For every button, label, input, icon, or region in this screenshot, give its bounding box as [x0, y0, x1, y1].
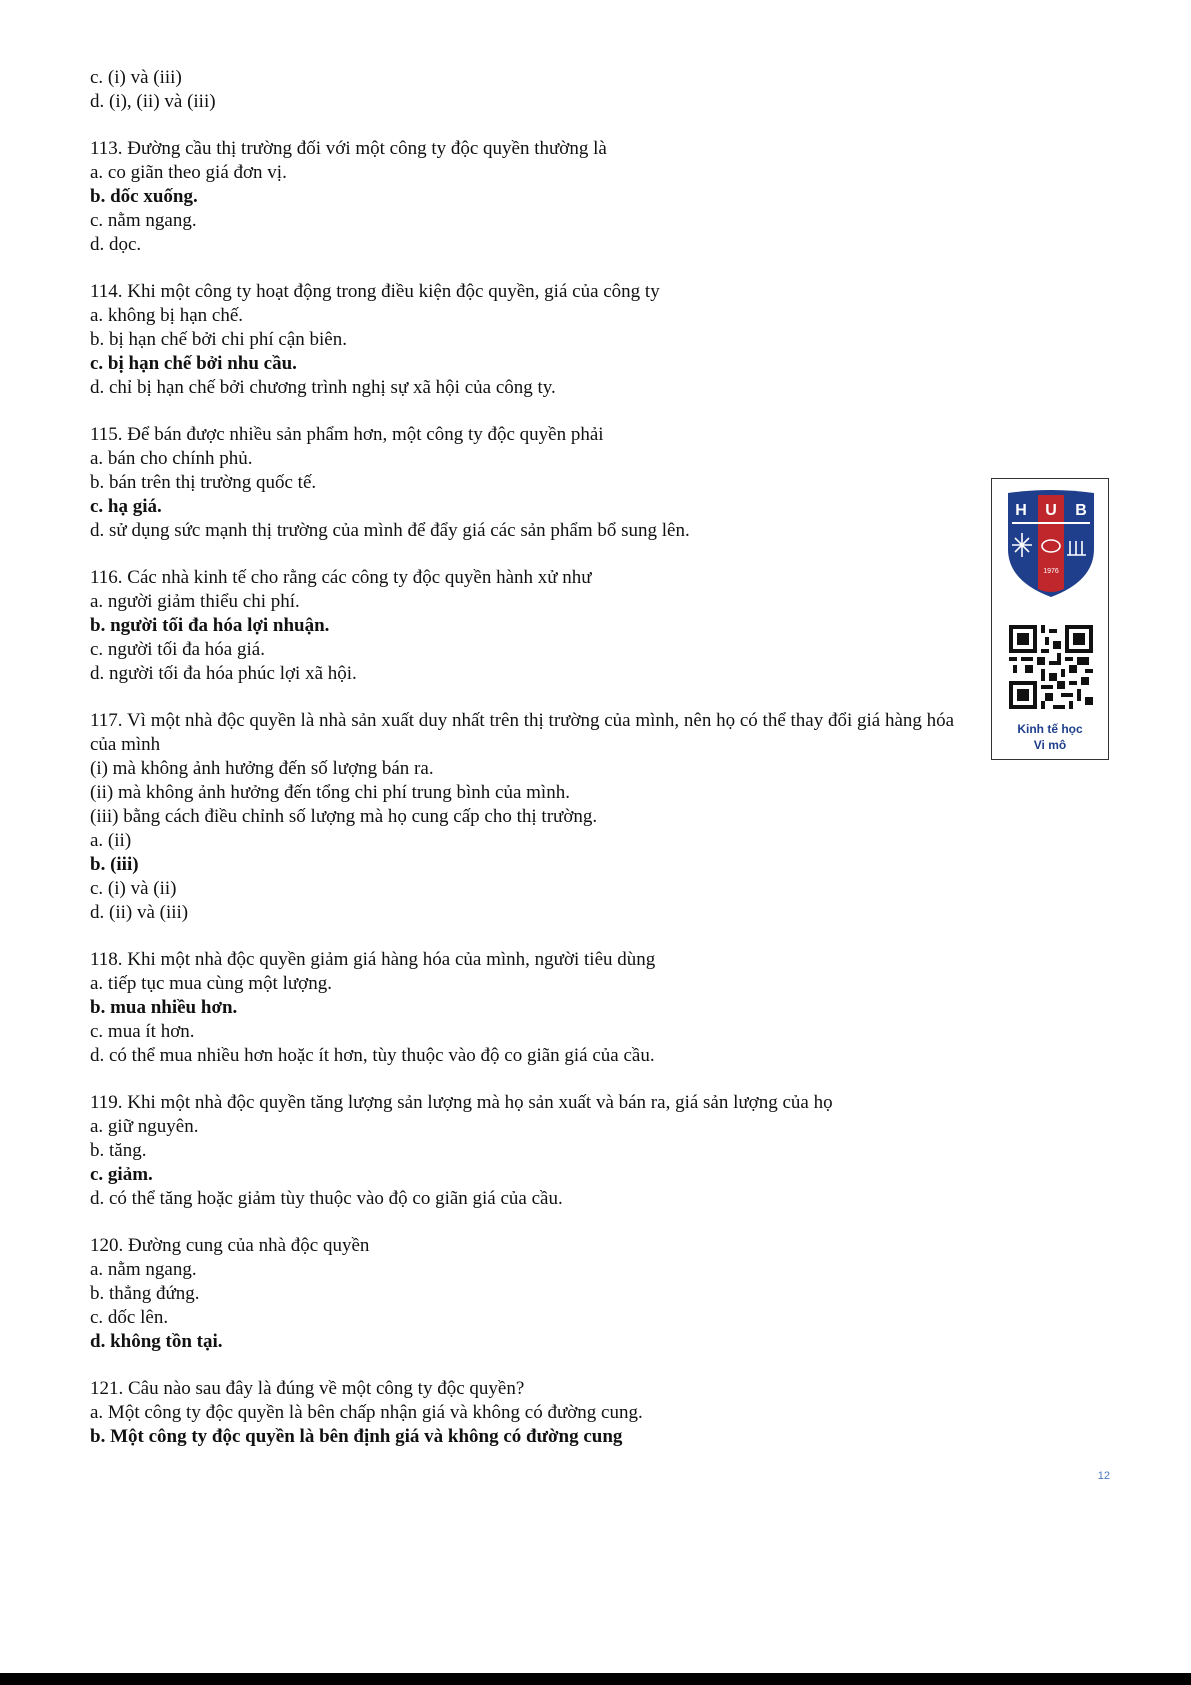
hub-shield-logo — [1004, 489, 1098, 599]
correct-answer-option: b. dốc xuống. — [90, 186, 198, 207]
qr-code-icon — [1009, 625, 1093, 709]
hub-badge — [991, 478, 1109, 760]
answer-option: a. không bị hạn chế. — [90, 305, 244, 326]
answer-option: b. tăng. — [90, 1140, 147, 1161]
question-stem: 120. Đường cung của nhà độc quyền — [90, 1235, 370, 1256]
answer-option: d. (ii) và (iii) — [90, 902, 189, 923]
question-block — [90, 137, 970, 257]
answer-option: a. (ii) — [90, 830, 132, 851]
answer-option: d. người tối đa hóa phúc lợi xã hội. — [90, 663, 357, 684]
logo-letter-b: B — [1075, 502, 1087, 519]
answer-option: b. bán trên thị trường quốc tế. — [90, 472, 317, 493]
correct-answer-option: c. hạ giá. — [90, 496, 162, 517]
question-stem: 114. Khi một công ty hoạt động trong điều kiện độc quyền, giá của công ty — [90, 281, 660, 302]
answer-option: c. mua ít hơn. — [90, 1021, 195, 1042]
answer-option: a. tiếp tục mua cùng một lượng. — [90, 973, 332, 994]
answer-option: b. thẳng đứng. — [90, 1283, 200, 1304]
logo-letter-h: H — [1015, 502, 1027, 519]
question-statement: (ii) mà không ảnh hưởng đến tổng chi phí trung bình của mình. — [90, 782, 570, 803]
question-list — [90, 137, 970, 1449]
option-line: d. (i), (ii) và (iii) — [90, 91, 216, 112]
badge-caption-line2: Vi mô — [1033, 738, 1067, 752]
correct-answer-option: b. (iii) — [90, 854, 139, 875]
question-stem: 119. Khi một nhà độc quyền tăng lượng sản lượng mà họ sản xuất và bán ra, giá sản lượng của họ — [90, 1092, 833, 1113]
question-stem: 113. Đường cầu thị trường đối với một công ty độc quyền thường là — [90, 138, 607, 159]
question-statement: (i) mà không ảnh hưởng đến số lượng bán ra. — [90, 758, 434, 779]
correct-answer-option: c. giảm. — [90, 1164, 153, 1185]
option-line: c. (i) và (iii) — [90, 67, 182, 88]
question-stem: 116. Các nhà kinh tế cho rằng các công ty độc quyền hành xử như — [90, 567, 592, 588]
bottom-edge-bar — [0, 1673, 1191, 1685]
logo-year: 1976 — [1043, 568, 1059, 575]
answer-option: a. bán cho chính phủ. — [90, 448, 253, 469]
answer-option: c. người tối đa hóa giá. — [90, 639, 265, 660]
question-block — [90, 1091, 970, 1211]
answer-option: d. chỉ bị hạn chế bởi chương trình nghị sự xã hội của công ty. — [90, 377, 556, 398]
answer-option: d. có thể mua nhiều hơn hoặc ít hơn, tùy thuộc vào độ co giãn giá của cầu. — [90, 1045, 655, 1066]
answer-option: a. nằm ngang. — [90, 1259, 197, 1280]
question-stem: 118. Khi một nhà độc quyền giảm giá hàng hóa của mình, người tiêu dùng — [90, 949, 656, 970]
answer-option: d. dọc. — [90, 234, 142, 255]
correct-answer-option: d. không tồn tại. — [90, 1331, 223, 1352]
answer-option: a. người giảm thiểu chi phí. — [90, 591, 300, 612]
previous-question-tail — [90, 66, 970, 114]
question-block — [90, 566, 970, 686]
badge-caption-line1: Kinh tế học — [1017, 722, 1083, 736]
question-stem: 121. Câu nào sau đây là đúng về một công ty độc quyền? — [90, 1378, 525, 1399]
question-block — [90, 280, 970, 400]
answer-option: a. Một công ty độc quyền là bên chấp nhận giá và không có đường cung. — [90, 1402, 643, 1423]
correct-answer-option: b. người tối đa hóa lợi nhuận. — [90, 615, 330, 636]
answer-option: a. co giãn theo giá đơn vị. — [90, 162, 287, 183]
answer-option: d. sử dụng sức mạnh thị trường của mình để đẩy giá các sản phẩm bổ sung lên. — [90, 520, 690, 541]
question-stem: 117. Vì một nhà độc quyền là nhà sản xuất duy nhất trên thị trường của mình, nên họ có thể thay đổi giá hàng hóa của mình — [90, 710, 955, 755]
question-stem: 115. Để bán được nhiều sản phẩm hơn, một công ty độc quyền phải — [90, 424, 604, 445]
page-number: 12 — [1097, 1470, 1110, 1482]
answer-option: a. giữ nguyên. — [90, 1116, 199, 1137]
answer-option: c. (i) và (ii) — [90, 878, 177, 899]
question-block — [90, 1377, 970, 1449]
question-block — [90, 423, 970, 543]
page-content — [90, 66, 970, 1472]
question-block — [90, 709, 970, 925]
answer-option: c. nằm ngang. — [90, 210, 197, 231]
answer-option: b. bị hạn chế bởi chi phí cận biên. — [90, 329, 347, 350]
correct-answer-option: b. mua nhiều hơn. — [90, 997, 238, 1018]
answer-option: d. có thể tăng hoặc giảm tùy thuộc vào độ co giãn giá của cầu. — [90, 1188, 563, 1209]
correct-answer-option: c. bị hạn chế bởi nhu cầu. — [90, 353, 297, 374]
question-statement: (iii) bằng cách điều chỉnh số lượng mà họ cung cấp cho thị trường. — [90, 806, 598, 827]
correct-answer-option: b. Một công ty độc quyền là bên định giá và không có đường cung — [90, 1426, 623, 1447]
answer-option: c. dốc lên. — [90, 1307, 169, 1328]
logo-letter-u: U — [1045, 502, 1057, 519]
question-block — [90, 1234, 970, 1354]
question-block — [90, 948, 970, 1068]
